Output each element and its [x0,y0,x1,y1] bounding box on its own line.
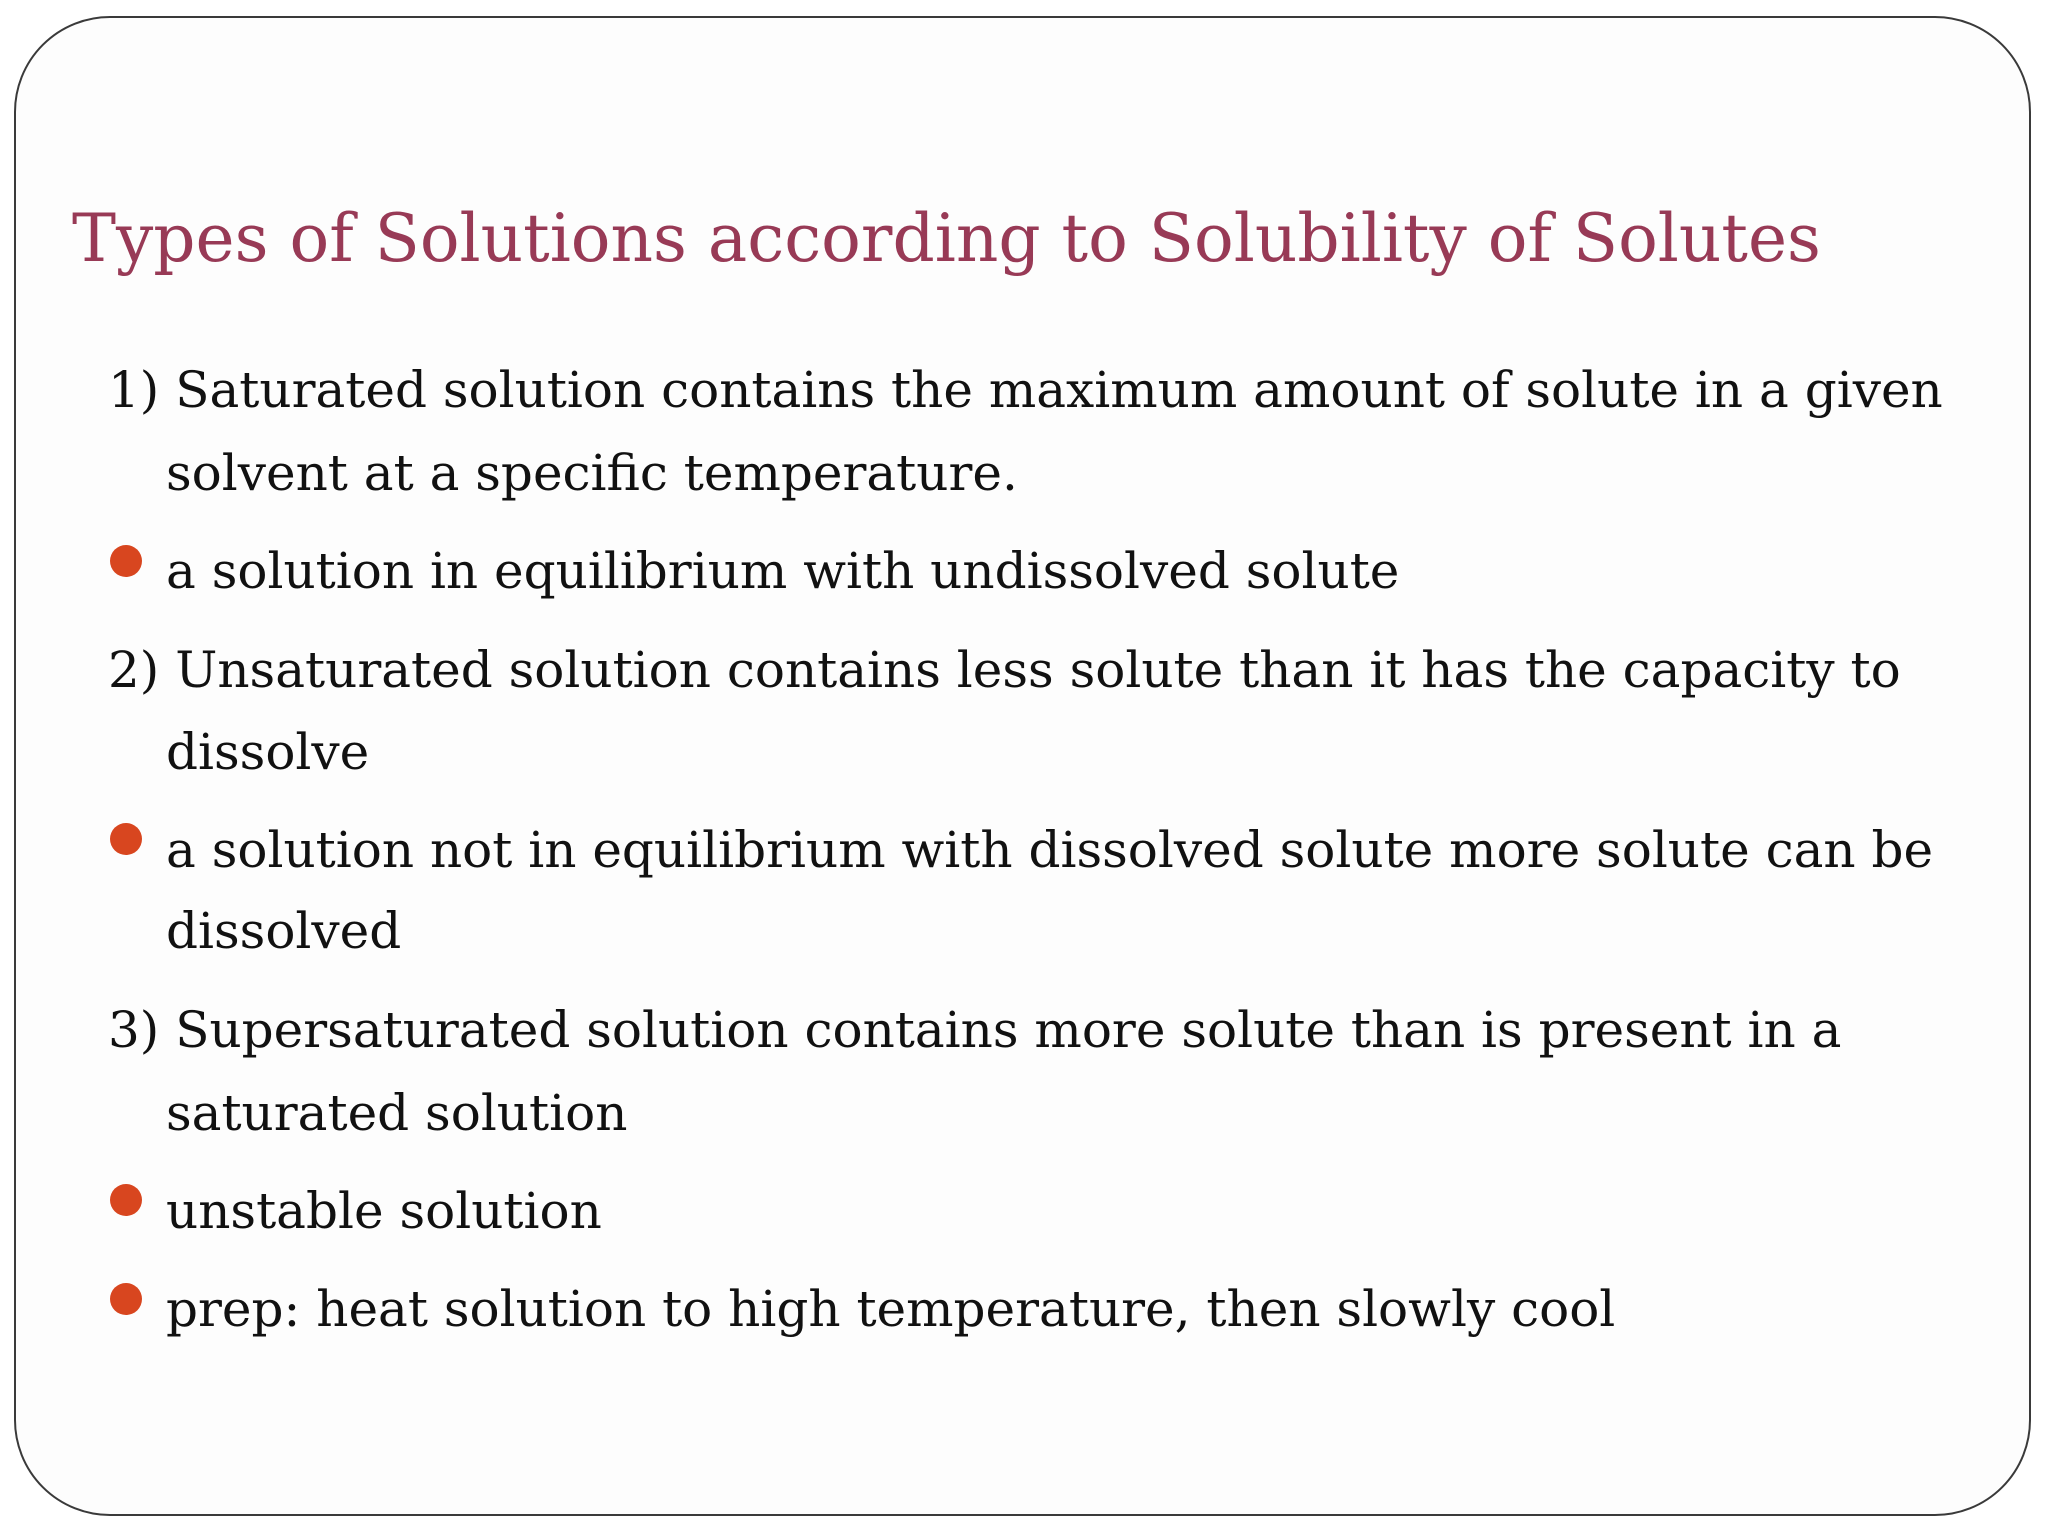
bullet-4-text: prep: heat solution to high temperature, then slowly cool [166,1280,1616,1338]
point-1-line-2: solvent at a specific temperature. [166,444,1018,502]
point-3-line-1: 3) Supersaturated solution contains more solute than is present in a [108,1001,1842,1059]
point-2-line-1: 2) Unsaturated solution contains less solute than it has the capacity to [108,641,1901,699]
point-3-line-2: saturated solution [166,1084,628,1142]
bullet-2-line-1: a solution not in equilibrium with dissolved solute more solute can be [166,821,1934,879]
point-1-line-1: 1) Saturated solution contains the maximum amount of solute in a given [108,361,1943,419]
bullet-dot-icon [110,545,142,577]
bullet-dot-icon [110,1184,142,1216]
point-2-line-2: dissolve [166,723,370,781]
slide-title: Types of Solutions according to Solubility of Solutes [72,200,1821,277]
bullet-dot-icon [110,1283,142,1315]
bullet-3-text: unstable solution [166,1182,602,1240]
bullet-1-text: a solution in equilibrium with undissolved solute [166,542,1400,600]
bullet-2-line-2: dissolved [166,902,402,960]
bullet-dot-icon [110,823,142,855]
